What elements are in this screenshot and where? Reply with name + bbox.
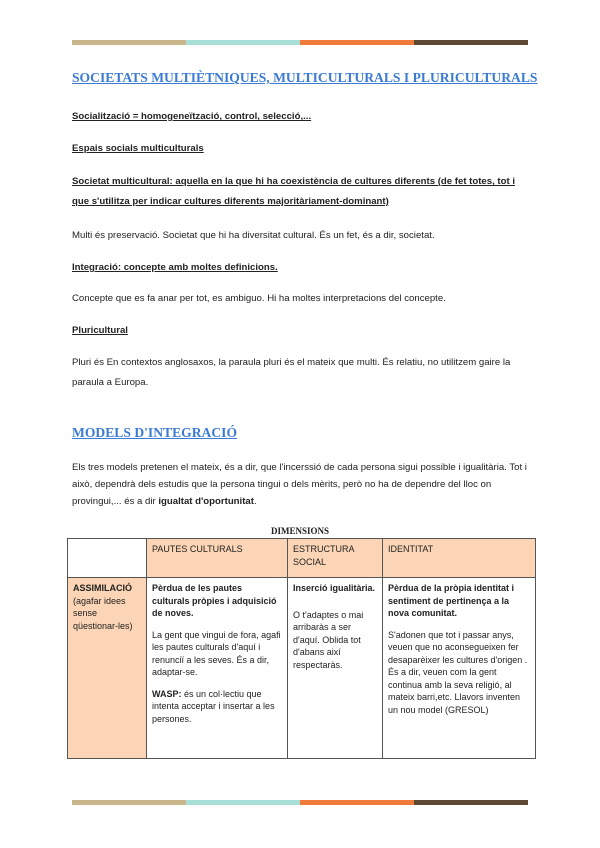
bar-segment-aqua — [186, 40, 300, 45]
main-heading: SOCIETATS MULTIÈTNIQUES, MULTICULTURALS I PLURICULTURALS — [72, 70, 538, 85]
dimensions-title: DIMENSIONS — [270, 526, 329, 536]
models-intro-end: . — [253, 496, 257, 507]
bar-segment-orange — [300, 800, 414, 805]
models-heading: MODELS D'INTEGRACIÓ — [72, 425, 238, 440]
bar-segment-aqua — [186, 800, 300, 805]
dimensions-table — [67, 538, 536, 759]
integracio-line: Integració: concepte amb moltes definicions. — [72, 262, 278, 273]
models-intro-text: Els tres models pretenen el mateix, és a dir, que l'incerssió de cada persona sigui possible i igualitària. Tot i això, dependrà dels estudis que la persona tingui o dels mèrits, però no ha de dependre del lloc on provingui,... és a dir — [72, 462, 527, 507]
concepte-paragraph: Concepte que es fa anar per tot, es ambiguo. Hi ha moltes interpretacions del concepte. — [72, 293, 446, 304]
header-pautes-culturals: PAUTES CULTURALS — [147, 539, 288, 578]
multi-paragraph: Multi és preservació. Societat que hi ha diversitat cultural. És un fet, és a dir, societat. — [72, 230, 435, 241]
estructura-p1: Inserció igualitària. — [293, 583, 376, 593]
header-empty-cell — [68, 539, 147, 578]
header-identitat: IDENTITAT — [383, 539, 536, 578]
table-row-assimilacio — [68, 578, 536, 759]
bar-segment-brown — [414, 40, 528, 45]
bar-segment-tan — [72, 40, 186, 45]
estructura-p2: O t'adaptes o mai arribaràs a ser d'aquí. Oblida tot d'abans així respectaràs. — [293, 609, 364, 670]
assimilacio-label-cell — [68, 578, 147, 759]
pautes-p2: La gent que vingui de fora, agafi les pautes culturals d'aquí i renunciï a les seves. És a dir, adaptar-se. — [152, 629, 281, 677]
identitat-cell — [383, 578, 536, 759]
pluricultural-heading: Pluricultural — [72, 325, 128, 336]
assimilacio-label: ASSIMILACIÓ — [73, 583, 133, 593]
top-decorative-bar — [72, 40, 528, 45]
wasp-label: WASP: — [152, 688, 182, 699]
bar-segment-orange — [300, 40, 414, 45]
societat-multicultural-definition: Societat multicultural: aquella en la que hi ha coexistència de cultures diferents (de fet totes, tot i que s'utilitza per indicar cultures diferents majoritàriament-dominant) — [72, 176, 516, 207]
identitat-p2: S'adonen que tot i passar anys, veuen que no aconsegueixen fer desaparèixer les cultures d'origen . És a dir, veuen com la gent continua amb la seva religió, al mateix barri,etc. Llavors inventen un nou model (GRESOL) — [388, 629, 528, 715]
pluri-paragraph: Pluri és En contextos anglosaxos, la paraula pluri és el mateix que multi. És relatiu, no utilitzem gaire la paraula a Europa. — [72, 357, 511, 388]
estructura-cell — [288, 578, 383, 759]
bottom-decorative-bar — [72, 800, 528, 805]
pautes-p1: Pèrdua de les pautes culturals pròpies i adquisició de noves. — [152, 583, 277, 618]
pautes-p3 — [152, 688, 282, 726]
wasp-text: és un col·lectiu que intenta acceptar i insertar a les persones. — [152, 688, 275, 724]
models-intro-paragraph — [72, 459, 530, 510]
assimilacio-note: (agafar idees sense qüestionar-les) — [73, 595, 133, 631]
models-intro-bold: igualtat d'oportunitat — [158, 496, 254, 507]
table-header-row — [68, 539, 536, 578]
bar-segment-tan — [72, 800, 186, 805]
header-estructura-social: ESTRUCTURA SOCIAL — [288, 539, 383, 578]
socialitzacio-line: Socialització = homogeneïtzació, control, selecció,... — [72, 111, 312, 122]
pautes-cell — [147, 578, 288, 759]
espais-line: Espais socials multiculturals — [72, 143, 204, 154]
bar-segment-brown — [414, 800, 528, 805]
identitat-p1: Pèrdua de la pròpia identitat i sentiment de pertinença a la nova comunitat. — [388, 583, 515, 618]
